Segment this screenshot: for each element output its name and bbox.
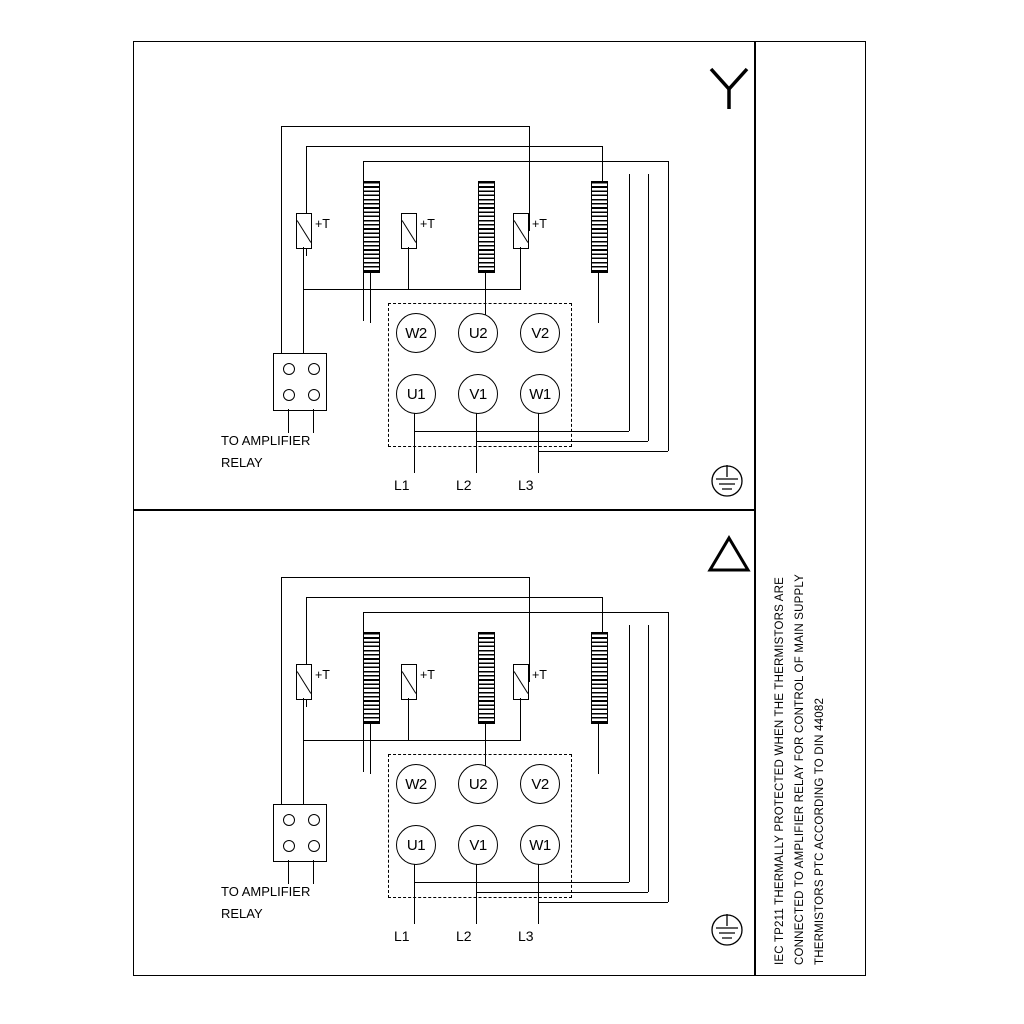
terminal-dot-2 [308,814,320,826]
winding-coil-2 [478,632,495,724]
terminal-v1: V1 [458,825,498,865]
terminal-u2: U2 [458,313,498,353]
winding-coil-3 [591,632,608,724]
thermistor-label-3: +T [532,668,547,682]
terminal-dot-3 [283,389,295,401]
winding-coil-1 [363,632,380,724]
phase-label-l2: L2 [456,928,472,944]
terminal-dot-3 [283,840,295,852]
terminal-v2: V2 [520,313,560,353]
terminal-w2: W2 [396,313,436,353]
earth-symbol [703,908,751,952]
star-wye-symbol [705,63,753,113]
delta-triangle-symbol [705,532,753,576]
amplifier-terminal-box [273,804,327,862]
terminal-dot-4 [308,389,320,401]
winding-coil-3 [591,181,608,273]
note-line-1: IEC TP211 THERMALLY PROTECTED WHEN THE THERMISTORS ARE [774,576,786,965]
terminal-v2: V2 [520,764,560,804]
phase-label-l2: L2 [456,477,472,493]
phase-label-l3: L3 [518,477,534,493]
amplifier-label-line1: TO AMPLIFIER [221,433,311,448]
phase-label-l1: L1 [394,477,410,493]
diagram-star [133,41,755,509]
note-line-2: CONNECTED TO AMPLIFIER RELAY FOR CONTROL OF MAIN SUPPLY [794,574,806,965]
thermistor-3 [513,664,529,700]
thermistor-3 [513,213,529,249]
terminal-dot-4 [308,840,320,852]
terminal-dot-1 [283,363,295,375]
thermistor-2 [401,213,417,249]
phase-label-l3: L3 [518,928,534,944]
terminal-w1: W1 [520,825,560,865]
thermistor-2 [401,664,417,700]
phase-label-l1: L1 [394,928,410,944]
diagram-delta [133,510,755,978]
amplifier-label-line2: RELAY [221,906,263,921]
terminal-dot-1 [283,814,295,826]
thermistor-label-1: +T [315,217,330,231]
terminal-w2: W2 [396,764,436,804]
amplifier-terminal-box [273,353,327,411]
amplifier-label-line1: TO AMPLIFIER [221,884,311,899]
thermistor-label-3: +T [532,217,547,231]
thermistor-label-2: +T [420,217,435,231]
thermistor-1 [296,664,312,700]
amplifier-label-line2: RELAY [221,455,263,470]
winding-coil-1 [363,181,380,273]
terminal-v1: V1 [458,374,498,414]
terminal-u1: U1 [396,825,436,865]
note-line-3: THERMISTORS PTC ACCORDING TO DIN 44082 [814,697,826,965]
terminal-u1: U1 [396,374,436,414]
terminal-dot-2 [308,363,320,375]
thermistor-label-1: +T [315,668,330,682]
note-column [762,44,854,973]
winding-coil-2 [478,181,495,273]
terminal-u2: U2 [458,764,498,804]
terminal-w1: W1 [520,374,560,414]
thermistor-label-2: +T [420,668,435,682]
thermistor-1 [296,213,312,249]
earth-symbol [703,459,751,503]
